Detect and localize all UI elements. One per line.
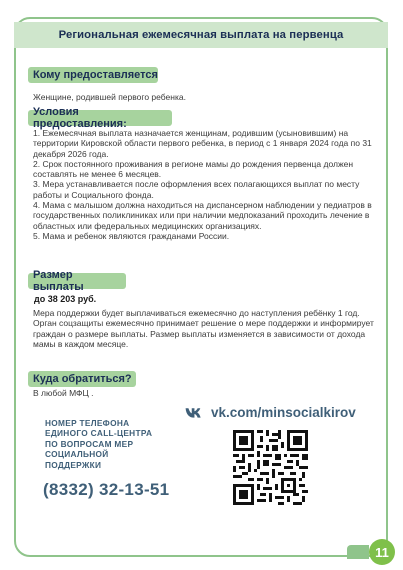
who-text: Женщине, родившей первого ребенка.	[33, 92, 186, 102]
hotline-line: ПОДДЕРЖКИ	[45, 459, 102, 470]
hotline-line: СОЦИАЛЬНОЙ	[45, 449, 109, 460]
amount-value: до 38 203 руб.	[34, 294, 97, 304]
section-title-amount: Размер выплаты	[28, 273, 126, 289]
amount-text: Мера поддержки будет выплачиваться ежемесячно до наступления ребёнку 1 год. Орган соцзащиты ежемесячно принимает решение о мере поддержки и информирует граждан о размере выплаты. Размер выплаты изменяется в зависимости от дохода мамы в каждом месяце.	[33, 308, 374, 349]
qr-code-icon	[233, 430, 308, 505]
condition-item-3: 3. Мера устанавливается после оформления всех полагающихся выплат по месту работы и Социального фонда.	[33, 179, 360, 200]
section-title-conditions: Условия предоставления:	[28, 110, 172, 126]
conditions-list	[33, 128, 378, 241]
section-title-where: Куда обратиться?	[28, 371, 136, 387]
condition-item-5: 5. Мама и ребенок являются гражданами России.	[33, 230, 230, 241]
hotline-line: ПО ВОПРОСАМ МЕР	[45, 438, 134, 449]
hotline-line: НОМЕР ТЕЛЕФОНА	[45, 418, 130, 428]
vk-logo-icon	[185, 406, 203, 420]
where-text: В любой МФЦ .	[33, 388, 94, 398]
condition-item-2: 2. Срок постоянного проживания в регионе мамы до рождения первенца должен составлять не менее 6 месяцев.	[33, 158, 354, 180]
condition-item-4: 4. Мама с малышом должна находиться на диспансерном наблюдении у педиатров в государственных поликлиниках или при наличии медпоказаний проходить лечение в областных или федеральных медицинских организациях.	[33, 200, 372, 231]
vk-link[interactable]	[185, 405, 356, 420]
vk-url[interactable]: vk.com/minsocialkirov	[211, 405, 356, 420]
page-number-badge: 11	[369, 539, 395, 565]
section-title-who: Кому предоставляется	[28, 67, 158, 83]
hotline-caption	[45, 418, 195, 470]
corner-tab	[347, 545, 369, 559]
page-title: Региональная ежемесячная выплата на первенца	[14, 22, 388, 48]
condition-item-1: 1. Ежемесячная выплата назначается женщинам, родившим (усыновившим) на территории Кировской области первого ребенка, в период с 1 января 2024 года по 31 декабря 2026 года.	[33, 128, 372, 159]
hotline-phone[interactable]: (8332) 32-13-51	[43, 480, 170, 499]
hotline-line: ЕДИНОГО CALL-ЦЕНТРА	[45, 428, 153, 439]
